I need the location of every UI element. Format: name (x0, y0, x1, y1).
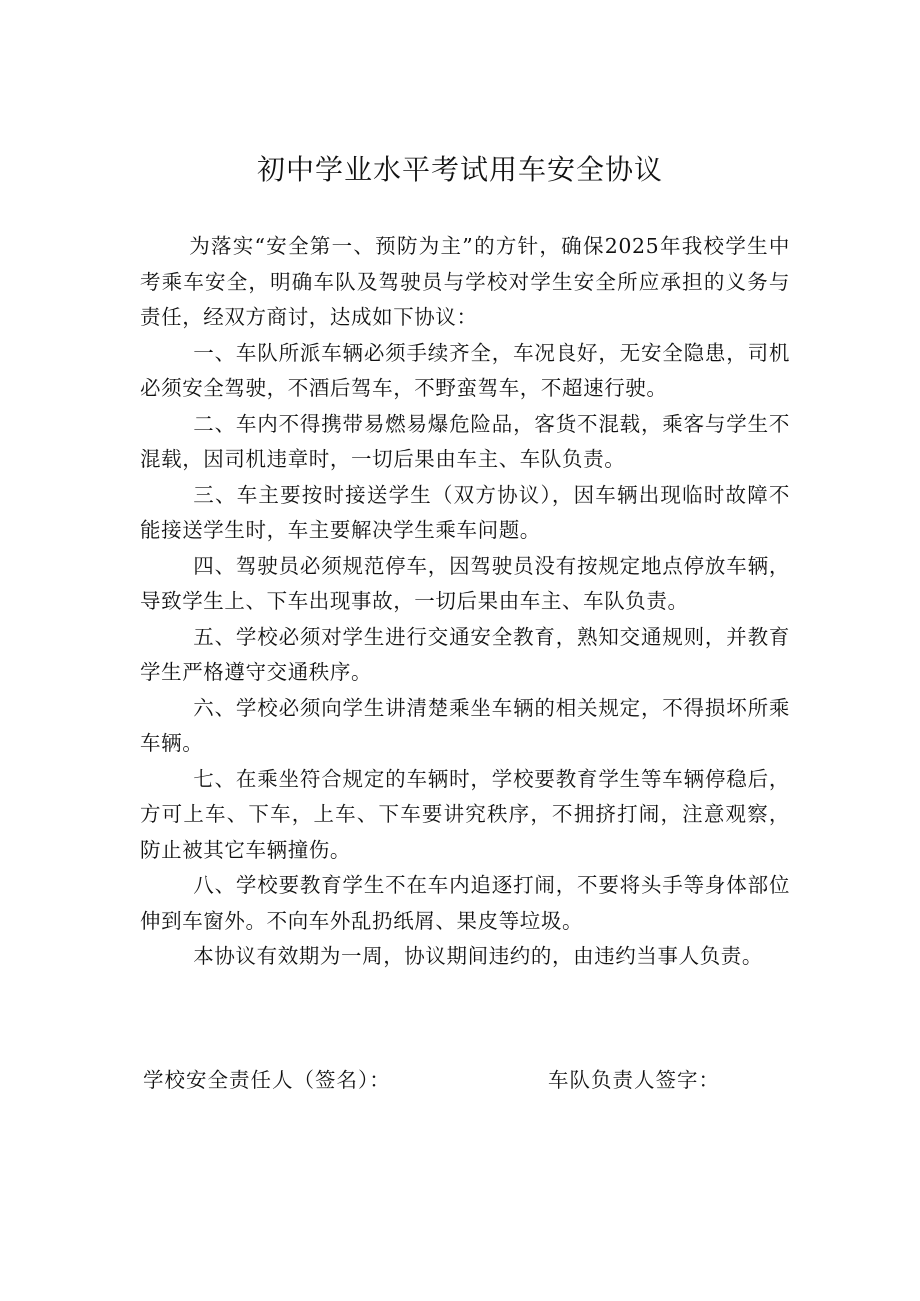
document-title: 初中学业水平考试用车安全协议 (256, 153, 663, 186)
clause-1: 一、车队所派车辆必须手续齐全，车况良好，无安全隐患，司机必须安全驾驶，不酒后驾车，不野蛮驾车，不超速行驶。 (140, 340, 790, 400)
signature-block (0, 1062, 920, 1098)
clause-4: 四、驾驶员必须规范停车，因驾驶员没有按规定地点停放车辆，导致学生上、下车出现事故，一切后果由车主、车队负责。 (140, 553, 790, 613)
school-signature-label: 学校安全责任人（签名）： (143, 1068, 391, 1092)
fleet-signature-label: 车队负责人签字： (548, 1068, 720, 1092)
intro-paragraph: 为落实“安全第一、预防为主”的方针，确保2025年我校学生中考乘车安全，明确车队及驾驶员与学校对学生安全所应承担的义务与责任，经双方商讨，达成如下协议： (140, 234, 790, 329)
clause-8: 八、学校要教育学生不在车内追逐打闹，不要将头手等身体部位伸到车窗外。不向车外乱扔纸屑、果皮等垃圾。 (140, 873, 790, 933)
document-body (140, 229, 790, 975)
validity-paragraph: 本协议有效期为一周，协议期间违约的，由违约当事人负责。 (193, 944, 763, 968)
clause-5: 五、学校必须对学生进行交通安全教育，熟知交通规则，并教育学生严格遵守交通秩序。 (140, 624, 790, 684)
clause-2: 二、车内不得携带易燃易爆危险品，客货不混载，乘客与学生不混载，因司机违章时，一切后果由车主、车队负责。 (140, 411, 790, 471)
clause-3: 三、车主要按时接送学生（双方协议），因车辆出现临时故障不能接送学生时，车主要解决学生乘车问题。 (140, 482, 790, 542)
clause-7: 七、在乘坐符合规定的车辆时，学校要教育学生等车辆停稳后，方可上车、下车，上车、下车要讲究秩序，不拥挤打闹，注意观察，防止被其它车辆撞伤。 (140, 766, 790, 862)
clause-6: 六、学校必须向学生讲清楚乘坐车辆的相关规定，不得损坏所乘车辆。 (140, 695, 790, 755)
